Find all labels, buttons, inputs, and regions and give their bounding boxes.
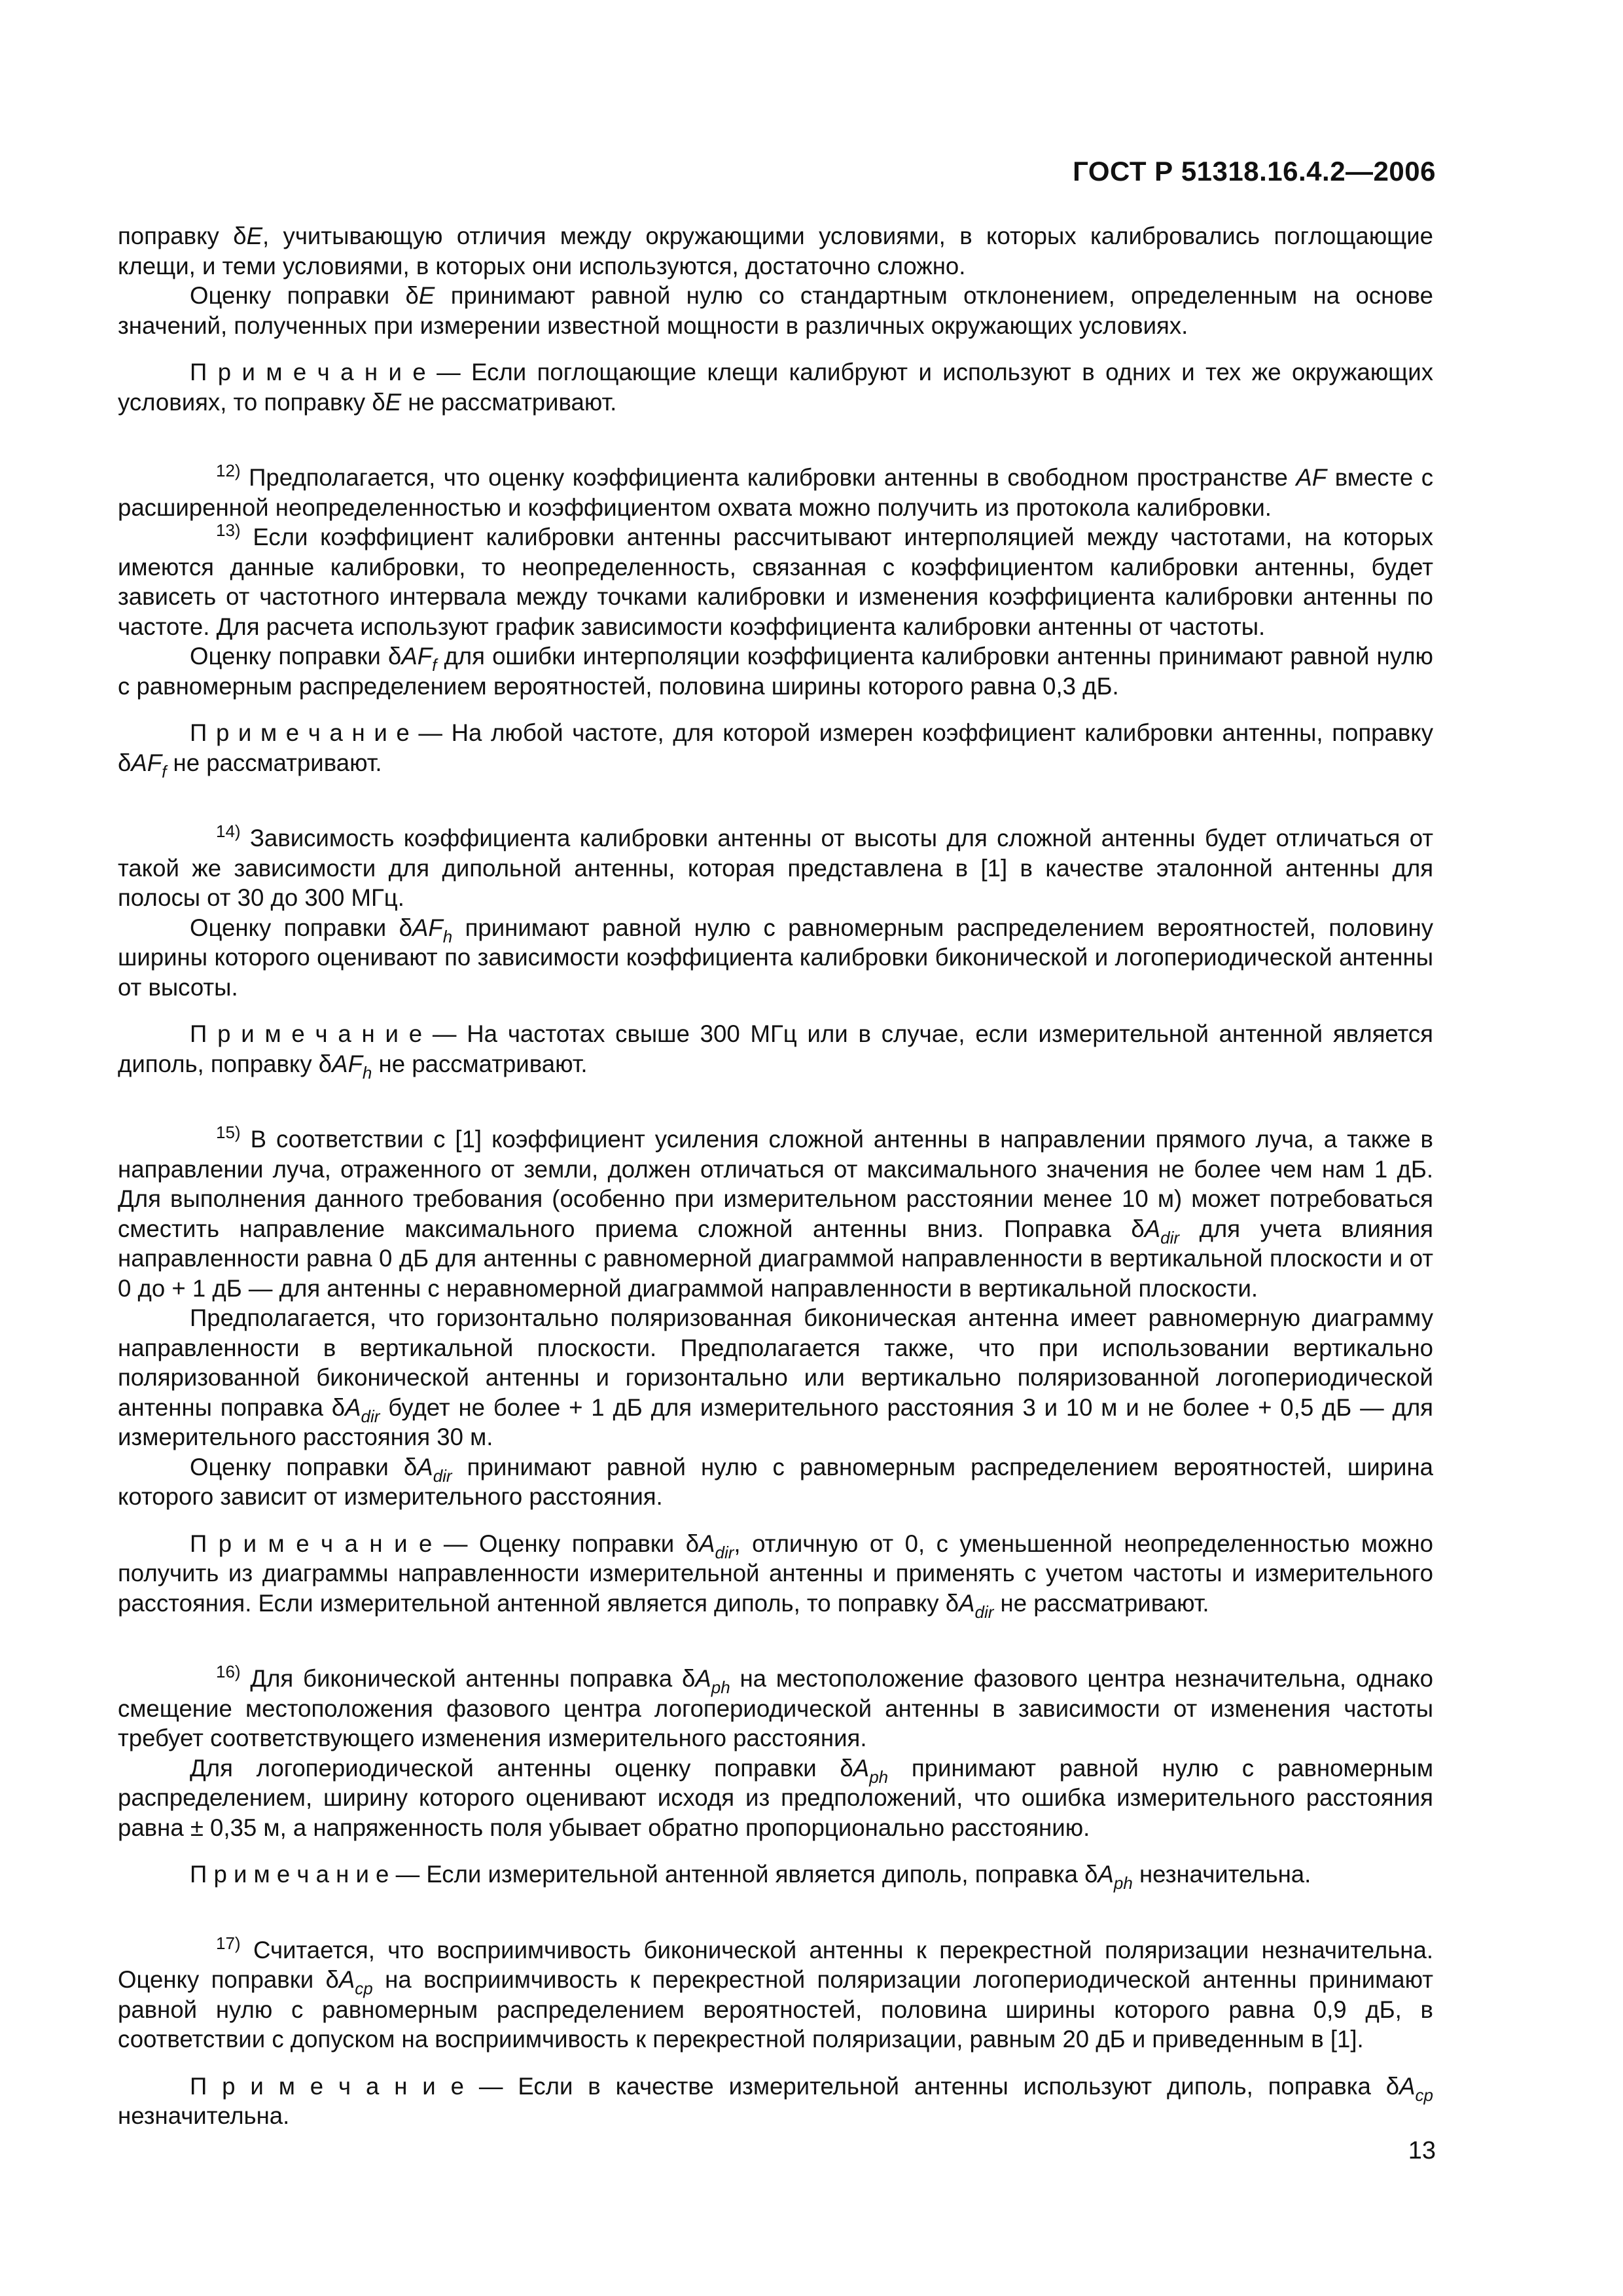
note-correction-e: П р и м е ч а н и е — Если поглощающие клещи калибруют и используют в одних и тех же окружающих условиях, то поправку δE не рассматривают. bbox=[118, 359, 1433, 416]
note-correction-a-ph: П р и м е ч а н и е — Если измерительной антенной является диполь, поправка $\delta A_{ph}$ незначительна. bbox=[190, 1861, 1311, 1893]
note-correction-af-h: П р и м е ч а н и е — На частотах свыше 300 МГц или в случае, если измерительной антенной является диполь, поправку δAF$_h$ не рассматривают. bbox=[118, 1020, 1433, 1083]
symbol-delta-a-dir: $\delta A_{dir}$ bbox=[945, 1589, 994, 1622]
footnote-14: $^{14)}$ Зависимость коэффициента калибровки антенны от высоты для сложной антенны будет отличаться от такой же зависимости для дипольной антенны, которая представлена в [1] в качестве эталонной антенны для полосы от 30 до 300 МГц. bbox=[118, 821, 1433, 911]
footnote-12: $^{12)}$ Предполагается, что оценку коэффициента калибровки антенны в свободном пространстве AF вместе с расширенной неопределенностью и коэффициентом охвата можно получить из протокола калибровки. bbox=[118, 461, 1434, 521]
note-correction-a-cp: П р и м е ч а н и е — Если в качестве измерительной антенны используют диполь, поправка $\delta A_{cp}$ незначительна. bbox=[118, 2072, 1433, 2129]
footnote-marker: 17) bbox=[216, 1933, 241, 1953]
symbol-delta-a-ph: $\delta A_{ph}$ bbox=[1084, 1861, 1133, 1893]
paragraph-correction-a-dir: Оценку поправки $\delta A_{dir}$ принимают равной нулю с равномерным распределением вероятностей, ширина которого зависит от измерительного расстояния. bbox=[118, 1453, 1433, 1510]
paragraph-correction-e-intro: поправку δE, учитывающую отличия между окружающими условиями, в которых калибровались поглощающие клещи, и теми условиями, в которых они используются, достаточно сложно. bbox=[118, 223, 1433, 279]
note-label: П р и м е ч а н и е bbox=[190, 2072, 464, 2100]
footnote-marker: 13) bbox=[216, 520, 241, 540]
symbol-delta-a-dir: $\delta A_{dir}$ bbox=[685, 1530, 734, 1562]
note-label: П р и м е ч а н и е bbox=[190, 1020, 423, 1047]
symbol-delta-e: δE bbox=[372, 388, 402, 416]
note-label: П р и м е ч а н и е bbox=[190, 719, 410, 746]
symbol-delta-e: δE bbox=[405, 282, 435, 309]
symbol-delta-a-ph: $\delta A_{ph}$ bbox=[840, 1754, 889, 1787]
paragraph-correction-e-estimate: Оценку поправки δE принимают равной нулю со стандартным отклонением, определенным на основе значений, полученных при измерении известной мощности в различных окружающих условиях. bbox=[118, 282, 1434, 339]
symbol-delta-af-h: δAF$_h$ bbox=[318, 1050, 372, 1083]
paragraph-biconical-polarization: Предполагается, что горизонтально поляризованная биконическая антенна имеет равномерную диаграмму направленности в вертикальной плоскости. Предполагается также, что при использовании вертикально поляризованной биконической антенны и горизонтально или вертикально поляризованной логопериодической антенны поправка $\delta A_{dir}$ будет не более + 1 дБ для измерительного расстояния 3 и 10 м и не более + 0,5 дБ — для измерительного расстояния 30 м. bbox=[118, 1304, 1433, 1450]
note-label: П р и м е ч а н и е bbox=[190, 359, 426, 386]
symbol-delta-a-cp: $\delta A_{cp}$ bbox=[1385, 2072, 1433, 2105]
footnote-17: $^{17)}$ Считается, что восприимчивость биконической антенны к перекрестной поляризации незначительна. Оценку поправки $\delta A_{cp}$ на восприимчивость к перекрестной поляризации логопериодической антенны принимают равной нулю с равномерным распределением вероятностей, половина ширины которого равна 0,9 дБ, в соответствии с допуском на восприимчивость к перекрестной поляризации, равным 20 дБ и приведенным в [1]. bbox=[118, 1933, 1433, 2053]
footnote-13: $^{13)}$ Если коэффициент калибровки антенны рассчитывают интерполяцией между частотами, на которых имеются данные калибровки, то неопределенность, связанная с коэффициентом калибровки антенны, будет зависеть от частотного интервала между точками калибровки и изменения коэффициента калибровки антенны по частоте. Для расчета используют график зависимости коэффициента калибровки антенны от частоты. bbox=[118, 520, 1433, 640]
symbol-delta-af-f: δAF$_f$ bbox=[118, 749, 167, 781]
symbol-delta-a-dir: $\delta A_{dir}$ bbox=[331, 1393, 380, 1426]
footnote-15: $^{15)}$ В соответствии с [1] коэффициент усиления сложной антенны в направлении прямого луча, а также в направлении луча, отраженного от земли, должен отличаться от максимального значения не более чем нам 1 дБ. Для выполнения данного требования (особенно при измерительном расстоянии менее 10 м) может потребоваться сместить направление максимального приема сложной антенны вниз. Поправка $\delta A_{dir}$ для учета влияния направленности равна 0 дБ для антенны с равномерной диаграммой направленности в вертикальной плоскости и от 0 до + 1 дБ — для антенны с неравномерной диаграммой направленности в вертикальной плоскости. bbox=[118, 1122, 1433, 1302]
footnote-16: $^{16)}$ Для биконической антенны поправка $\delta A_{ph}$ на местоположение фазового центра незначительна, однако смещение местоположения фазового центра логопериодической антенны в зависимости от изменения частоты требует соответствующего изменения измерительного расстояния. bbox=[118, 1662, 1434, 1751]
note-label: П р и м е ч а н и е bbox=[190, 1530, 433, 1557]
symbol-delta-a-dir: $\delta A_{dir}$ bbox=[1131, 1215, 1180, 1247]
symbol-delta-a-cp: $\delta A_{cp}$ bbox=[325, 1966, 373, 1998]
paragraph-correction-af-f: Оценку поправки δAF$_f$ для ошибки интерполяции коэффициента калибровки антенны принимают равной нулю с равномерным распределением вероятностей, половина ширины которого равна 0,3 дБ. bbox=[118, 643, 1433, 700]
standard-designation: ГОСТ Р 51318.16.4.2—2006 bbox=[1073, 156, 1436, 187]
symbol-delta-af-h: δAF$_h$ bbox=[399, 914, 453, 946]
footnote-marker: 15) bbox=[216, 1122, 241, 1142]
paragraph-correction-af-h: Оценку поправки δAF$_h$ принимают равной нулю с равномерным распределением вероятностей, половину ширины которого оценивают по зависимости коэффициента калибровки биконической и логопериодической антенны от высоты. bbox=[118, 914, 1433, 1001]
footnote-marker: 14) bbox=[216, 821, 241, 841]
page-number: 13 bbox=[1408, 2137, 1436, 2164]
symbol-delta-af-f: δAF$_f$ bbox=[387, 643, 437, 675]
footnote-marker: 12) bbox=[216, 461, 241, 480]
note-correction-af-f: П р и м е ч а н и е — На любой частоте, для которой измерен коэффициент калибровки антенны, поправку δAF$_f$ не рассматривают. bbox=[118, 719, 1433, 781]
note-label: П р и м е ч а н и е bbox=[190, 1861, 389, 1888]
footnote-marker: 16) bbox=[216, 1662, 241, 1681]
symbol-delta-a-ph: $\delta A_{ph}$ bbox=[682, 1665, 730, 1697]
page-body bbox=[118, 221, 1433, 2131]
note-correction-a-dir: П р и м е ч а н и е — Оценку поправки $\delta A_{dir}$, отличную от 0, с уменьшенной неопределенностью можно получить из диаграммы направленности измерительной антенны и применять с учетом частоты и измерительного расстояния. Если измерительной антенной является диполь, то поправку $\delta A_{dir}$ не рассматривают. bbox=[118, 1530, 1433, 1622]
symbol-delta-a-dir: $\delta A_{dir}$ bbox=[403, 1453, 452, 1486]
symbol-delta-e: δE bbox=[233, 223, 262, 249]
paragraph-correction-a-ph: Для логопериодической антенны оценку поправки $\delta A_{ph}$ принимают равной нулю с равномерным распределением, ширину которого оценивают исходя из предположений, что ошибка измерительного расстояния равна ± 0,35 м, а напряженность поля убывает обратно пропорционально расстоянию. bbox=[118, 1754, 1433, 1841]
symbol-af: AF bbox=[1296, 464, 1327, 491]
